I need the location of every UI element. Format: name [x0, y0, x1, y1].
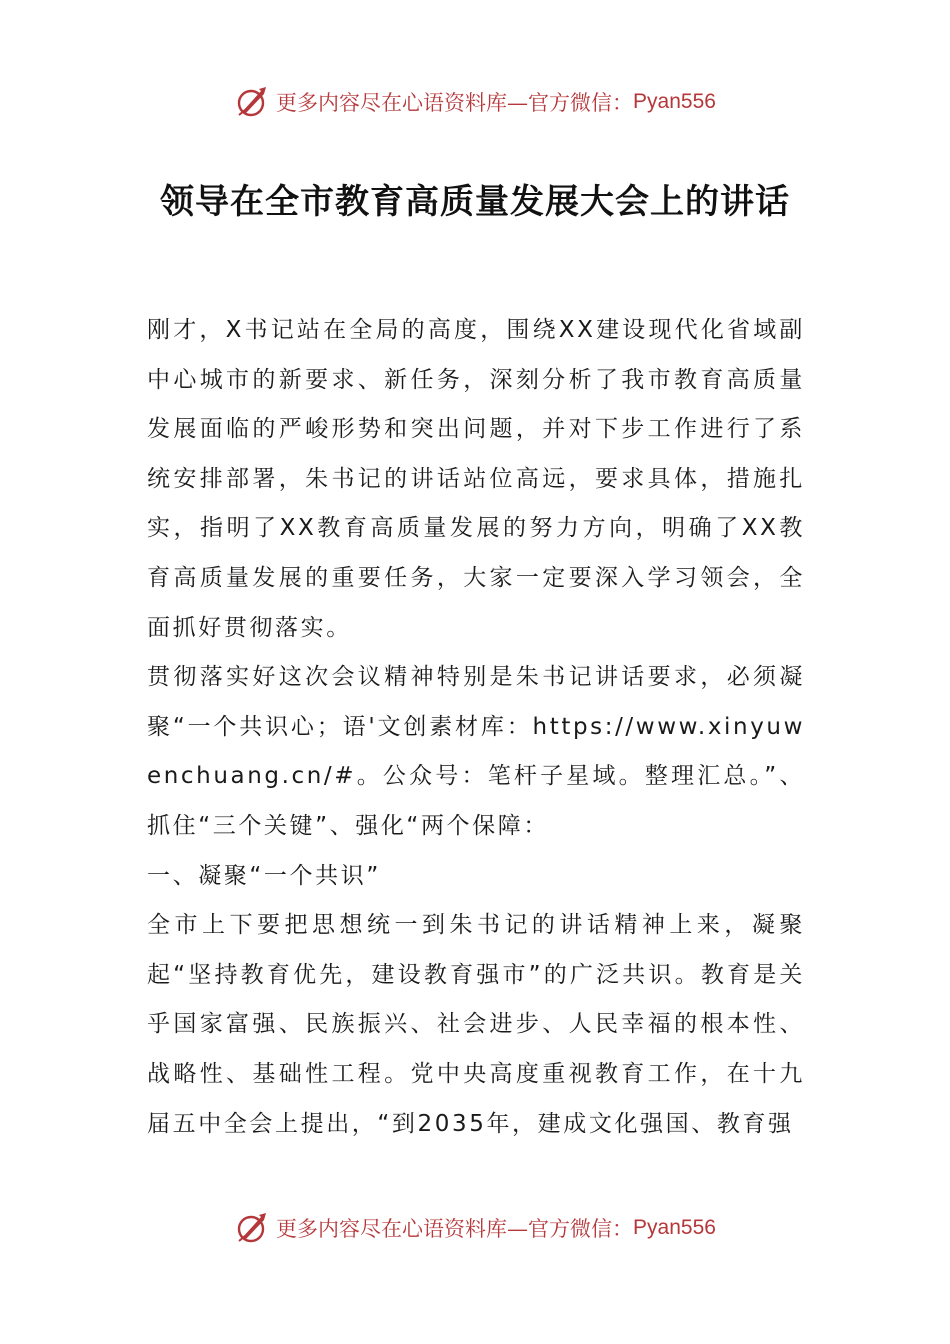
paragraph-2: 贯彻落实好这次会议精神特别是朱书记讲话要求，必须凝聚“一个共识心；语'文创素材库：https://www.xinyuwenchuang.cn/#。公众号：笔杆子星域。整理汇总。”、抓住“三个关键”、强化“两个保障： [147, 664, 805, 839]
watermark-wechat-id: Pyan556 [633, 1216, 716, 1239]
watermark-text: 更多内容尽在心语资料库—官方微信： [276, 91, 634, 115]
paragraph-3: 全市上下要把思想统一到朱书记的讲话精神上来，凝聚起“坚持教育优先，建设教育强市”的广泛共识。教育是关乎国家富强、民族振兴、社会进步、人民幸福的根本性、战略性、基础性工程。党中央高度重视教育工作，在十九届五中全会上提出，“到2035年，建成文化强国、教育强 [147, 912, 805, 1137]
section-heading-1: 一、凝聚“一个共识” [147, 862, 381, 889]
footer-watermark [0, 1208, 950, 1248]
quill-pen-icon [234, 84, 270, 120]
document-title: 领导在全市教育高质量发展大会上的讲话 [160, 182, 790, 222]
watermark-text: 更多内容尽在心语资料库—官方微信： [276, 1217, 634, 1241]
quill-pen-icon [234, 1210, 270, 1246]
watermark-wechat-id: Pyan556 [633, 90, 716, 113]
header-watermark [0, 82, 950, 122]
paragraph-1: 刚才，X书记站在全局的高度，围绕XX建设现代化省域副中心城市的新要求、新任务，深刻分析了我市教育高质量发展面临的严峻形势和突出问题，并对下步工作进行了系统安排部署，朱书记的讲话站位高远，要求具体，措施扎实，指明了XX教育高质量发展的努力方向，明确了XX教育高质量发展的重要任务，大家一定要深入学习领会，全面抓好贯彻落实。 [147, 317, 805, 641]
document-body [147, 306, 805, 1149]
